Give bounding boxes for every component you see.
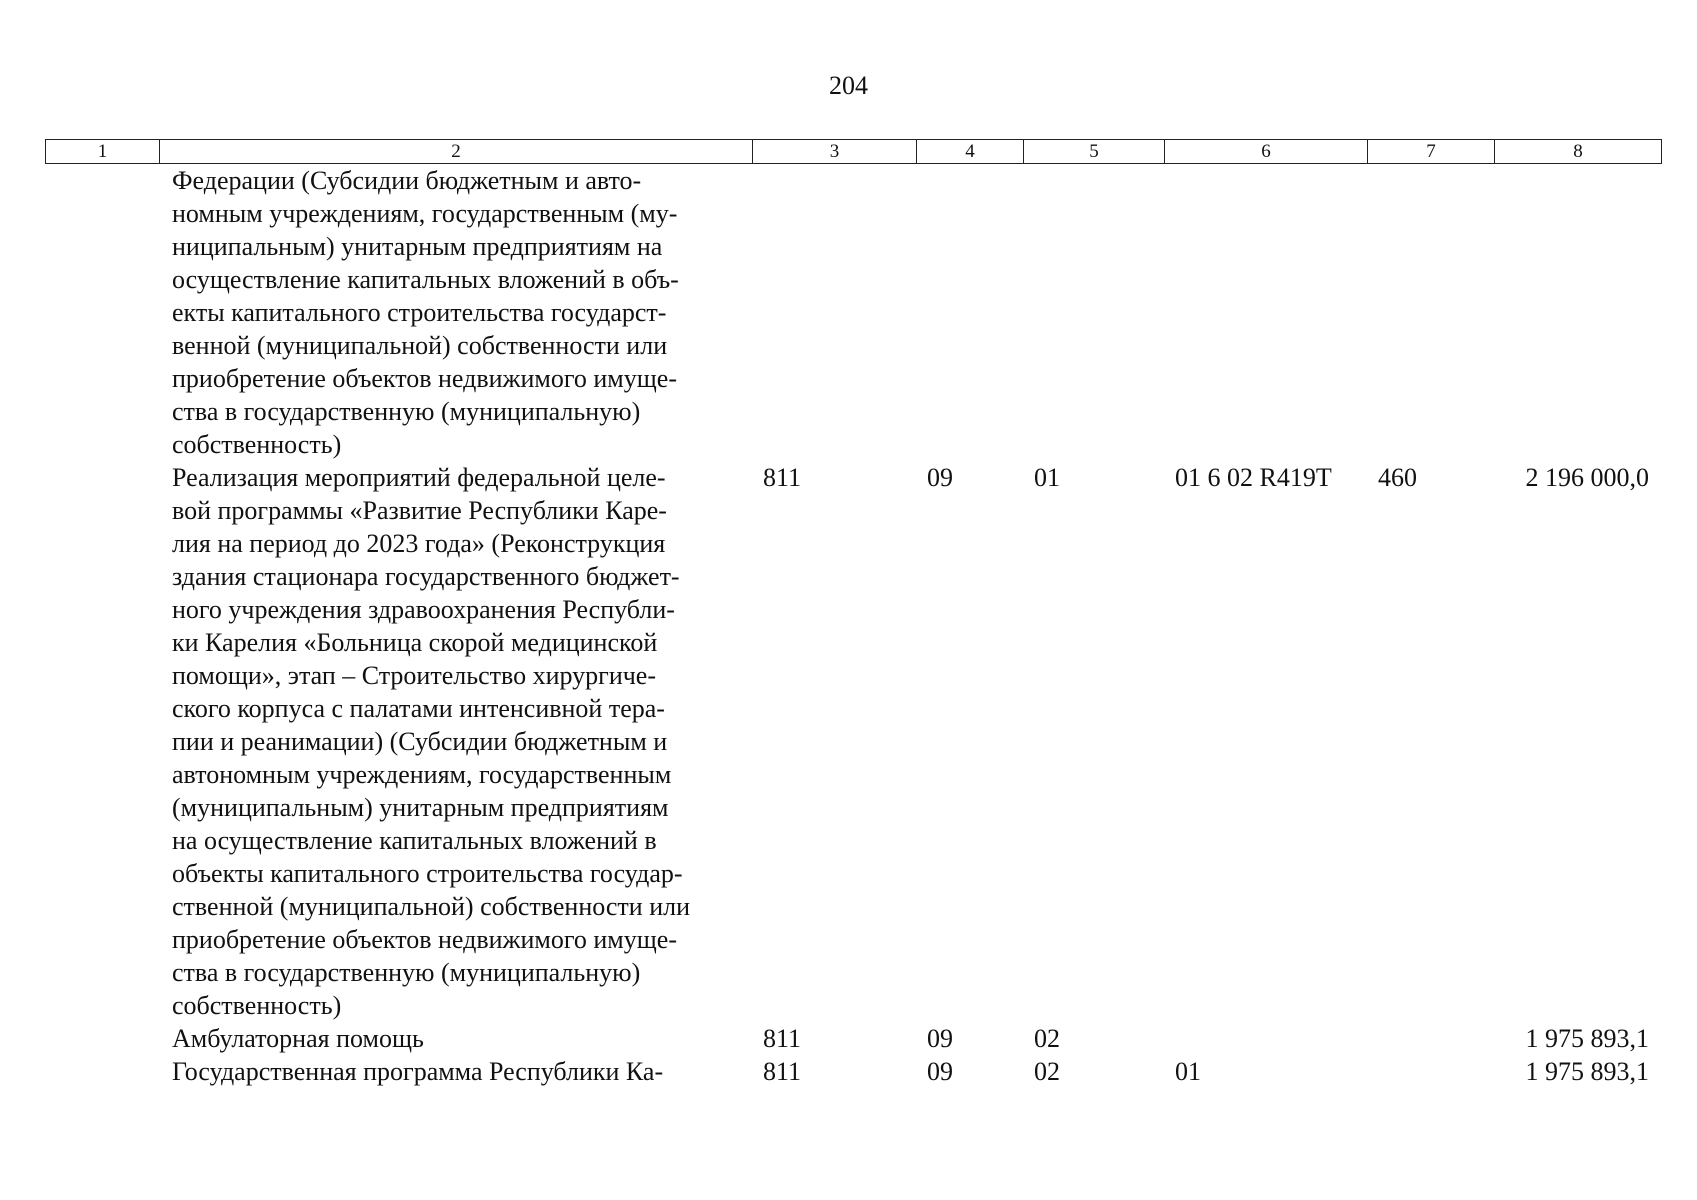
header-col-4: 4 xyxy=(917,140,1024,164)
name-line: помощи», этап – Строительство хирургиче- xyxy=(172,661,657,690)
name-line: екты капитального строительства государст- xyxy=(172,298,667,327)
name-line: ки Карелия «Больница скорой медицинской xyxy=(172,628,658,657)
row-amount: 2 196 000,0 xyxy=(1525,463,1649,492)
name-line: ниципальным) унитарным предприятиям на xyxy=(172,232,663,261)
name-line: здания стационара государственного бюджет- xyxy=(172,562,680,591)
row-amount: 1 975 893,1 xyxy=(1525,1024,1649,1053)
row-expense-type xyxy=(1367,164,1494,461)
row-col-1 xyxy=(45,461,159,1022)
row-subsection-code: 02 xyxy=(1034,1057,1060,1086)
name-line: ного учреждения здравоохранения Республи- xyxy=(172,595,675,624)
row-section-code: 09 xyxy=(927,1024,953,1053)
header-col-5: 5 xyxy=(1024,140,1165,164)
name-line: ства в государственную (муниципальную) xyxy=(172,397,641,426)
budget-table xyxy=(45,164,1661,1088)
row-target-article: 01 xyxy=(1175,1057,1201,1086)
name-line: номным учреждениям, государственным (му- xyxy=(172,199,678,228)
table-row xyxy=(45,461,1661,1022)
column-number-header xyxy=(45,139,1662,164)
row-col-1 xyxy=(45,1055,159,1088)
name-line: объекты капитального строительства государ- xyxy=(172,859,683,888)
name-line: ственной (муниципальной) собственности или xyxy=(172,892,691,921)
table-row xyxy=(45,1022,1661,1055)
row-amount: 1 975 893,1 xyxy=(1525,1057,1649,1086)
table-row xyxy=(45,164,1661,461)
page-number: 204 xyxy=(829,71,868,100)
row-section-code xyxy=(916,164,1023,461)
name-line: лия на период до 2023 года» (Реконструкция xyxy=(172,529,666,558)
name-line: собственность) xyxy=(172,430,342,459)
name-line: приобретение объектов недвижимого имуще- xyxy=(172,925,677,954)
name-line: приобретение объектов недвижимого имуще- xyxy=(172,364,677,393)
name-line: автономным учреждениям, государственным xyxy=(172,760,672,789)
header-col-2: 2 xyxy=(160,140,753,164)
row-col-1 xyxy=(45,164,159,461)
row-ministry-code: 811 xyxy=(763,1024,802,1053)
row-name xyxy=(159,164,752,461)
row-subsection-code xyxy=(1023,164,1164,461)
name-line: вой программы «Развитие Республики Каре- xyxy=(172,496,667,525)
row-target-article: 01 6 02 R419T xyxy=(1175,463,1332,492)
name-line: (муниципальным) унитарным предприятиям xyxy=(172,793,669,822)
name-line: венной (муниципальной) собственности или xyxy=(172,331,668,360)
header-row xyxy=(46,140,1662,164)
name-line: Государственная программа Республики Ка- xyxy=(172,1057,664,1086)
row-section-code: 09 xyxy=(927,1057,953,1086)
row-ministry-code: 811 xyxy=(763,463,802,492)
name-line: Амбулаторная помощь xyxy=(172,1024,424,1053)
name-line: осуществление капитальных вложений в объ- xyxy=(172,265,679,294)
row-name xyxy=(159,461,752,1022)
row-ministry-code: 811 xyxy=(763,1057,802,1086)
row-name xyxy=(159,1055,752,1088)
name-line: ства в государственную (муниципальную) xyxy=(172,958,641,987)
row-expense-type xyxy=(1367,1055,1494,1088)
row-expense-type: 460 xyxy=(1378,463,1417,492)
name-line: Федерации (Субсидии бюджетным и авто- xyxy=(172,166,642,195)
row-name xyxy=(159,1022,752,1055)
header-col-1: 1 xyxy=(46,140,160,164)
row-amount xyxy=(1494,164,1661,461)
name-line: Реализация мероприятий федеральной целе- xyxy=(172,463,666,492)
row-target-article xyxy=(1164,1022,1367,1055)
row-subsection-code: 01 xyxy=(1034,463,1060,492)
name-line: пии и реанимации) (Субсидии бюджетным и xyxy=(172,727,668,756)
name-line: ского корпуса с палатами интенсивной тера- xyxy=(172,694,665,723)
header-col-8: 8 xyxy=(1495,140,1662,164)
row-ministry-code xyxy=(752,164,916,461)
row-subsection-code: 02 xyxy=(1034,1024,1060,1053)
row-target-article xyxy=(1164,164,1367,461)
name-line: на осуществление капитальных вложений в xyxy=(172,826,657,855)
row-col-1 xyxy=(45,1022,159,1055)
header-col-7: 7 xyxy=(1368,140,1495,164)
row-section-code: 09 xyxy=(927,463,953,492)
header-col-6: 6 xyxy=(1165,140,1368,164)
name-line: собственность) xyxy=(172,991,342,1020)
header-col-3: 3 xyxy=(753,140,917,164)
row-expense-type xyxy=(1367,1022,1494,1055)
table-row xyxy=(45,1055,1661,1088)
